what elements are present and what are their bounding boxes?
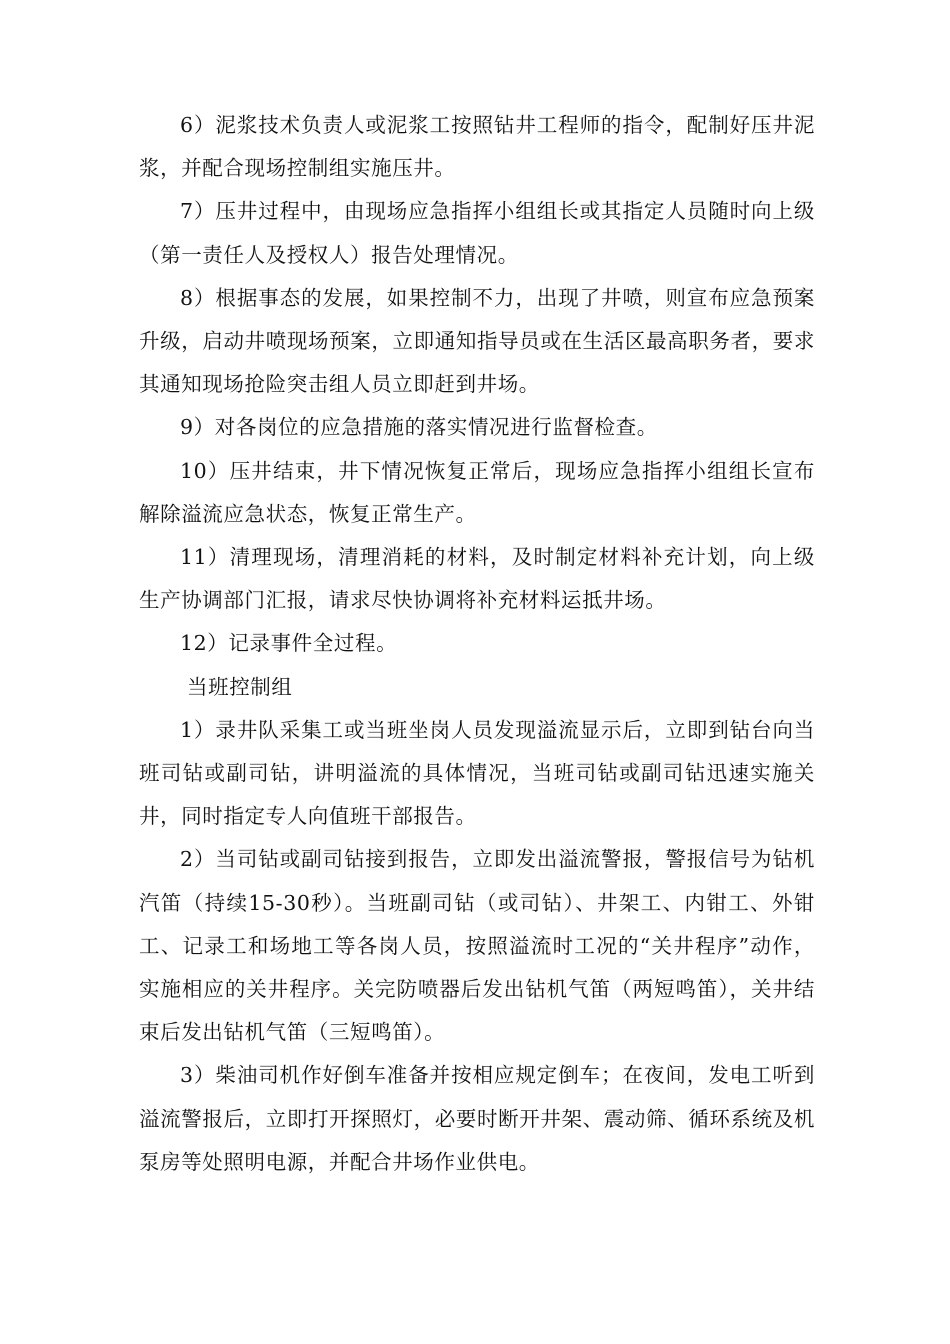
paragraph-8: 8）根据事态的发展，如果控制不力，出现了井喷，则宣布应急预案升级，启动井喷现场预案，立即通知指导员或在生活区最高职务者，要求其通知现场抢险突击组人员立即赶到井场。 <box>139 285 815 397</box>
paragraph-9: 9）对各岗位的应急措施的落实情况进行监督检查。 <box>180 415 658 440</box>
paragraph-12: 12）记录事件全过程。 <box>180 631 398 656</box>
paragraph-10: 10）压井结束，井下情况恢复正常后，现场应急指挥小组组长宣布解除溢流应急状态，恢复正常生产。 <box>139 458 815 526</box>
paragraph-6: 6）泥浆技术负责人或泥浆工按照钻井工程师的指令，配制好压井泥浆，并配合现场控制组实施压井。 <box>139 113 815 181</box>
shift-paragraph-3: 3）柴油司机作好倒车准备并按相应规定倒车；在夜间，发电工听到溢流警报后，立即打开探照灯，必要时断开井架、震动筛、循环系统及机泵房等处照明电源，并配合井场作业供电。 <box>139 1063 815 1174</box>
document-body <box>139 104 815 1184</box>
shift-paragraph-1: 1）录井队采集工或当班坐岗人员发现溢流显示后，立即到钻台向当班司钻或副司钻，讲明溢流的具体情况，当班司钻或副司钻迅速实施关井，同时指定专人向值班干部报告。 <box>139 717 815 829</box>
paragraph-7: 7）压井过程中，由现场应急指挥小组组长或其指定人员随时向上级（第一责任人及授权人）报告处理情况。 <box>139 199 815 267</box>
paragraph-11: 11）清理现场，清理消耗的材料，及时制定材料补充计划，向上级生产协调部门汇报，请求尽快协调将补充材料运抵井场。 <box>139 545 815 613</box>
section-heading: 当班控制组 <box>187 674 293 699</box>
shift-paragraph-2: 2）当司钻或副司钻接到报告，立即发出溢流警报，警报信号为钻机汽笛（持续15-30秒）。当班副司钻（或司钻）、井架工、内钳工、外钳工、记录工和场地工等各岗人员，按照溢流时工况的“关井程序”动作，实施相应的关井程序。关完防喷器后发出钻机气笛（两短鸣笛），关井结束后发出钻机气笛（三短鸣笛）。 <box>139 847 815 1045</box>
